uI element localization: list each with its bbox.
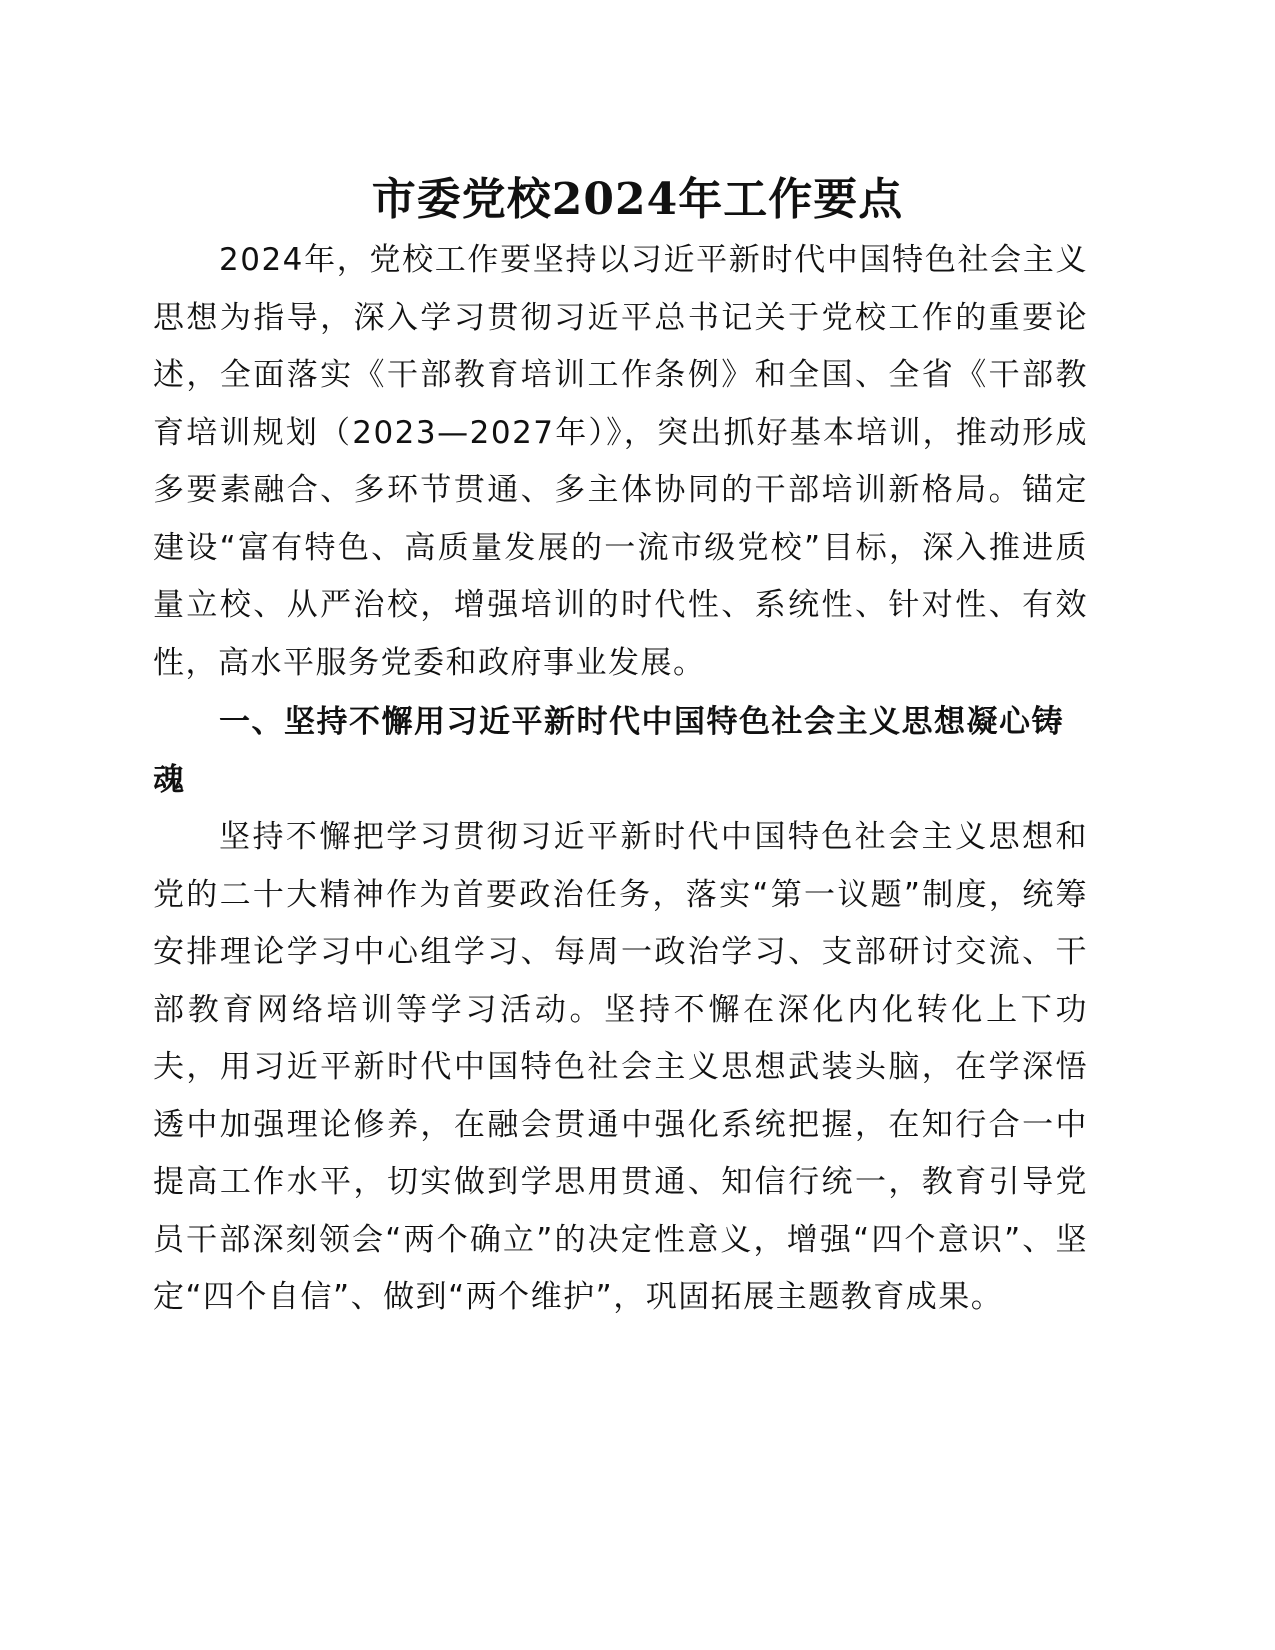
intro-paragraph: 2024年，党校工作要坚持以习近平新时代中国特色社会主义思想为指导，深入学习贯彻习近平总书记关于党校工作的重要论述，全面落实《干部教育培训工作条例》和全国、全省《干部教育培训规划（2023—2027年）》，突出抓好基本培训，推动形成多要素融合、多环节贯通、多主体协同的干部培训新格局。锚定建设“富有特色、高质量发展的一流市级党校”目标，深入推进质量立校、从严治校，增强培训的时代性、系统性、针对性、有效性，高水平服务党委和政府事业发展。 bbox=[153, 242, 1088, 681]
document-title: 市委党校2024年工作要点 bbox=[371, 174, 904, 225]
section-heading-1: 一、坚持不懈用习近平新时代中国特色社会主义思想凝心铸魂 bbox=[153, 704, 1064, 798]
section-1-paragraph: 坚持不懈把学习贯彻习近平新时代中国特色社会主义思想和党的二十大精神作为首要政治任务，落实“第一议题”制度，统筹安排理论学习中心组学习、每周一政治学习、支部研讨交流、干部教育网络培训等学习活动。坚持不懈在深化内化转化上下功夫，用习近平新时代中国特色社会主义思想武装头脑，在学深悟透中加强理论修养，在融会贯通中强化系统把握，在知行合一中提高工作水平，切实做到学思用贯通、知信行统一，教育引导党员干部深刻领会“两个确立”的决定性意义，增强“四个意识”、坚定“四个自信”、做到“两个维护”，巩固拓展主题教育成果。 bbox=[153, 819, 1088, 1315]
